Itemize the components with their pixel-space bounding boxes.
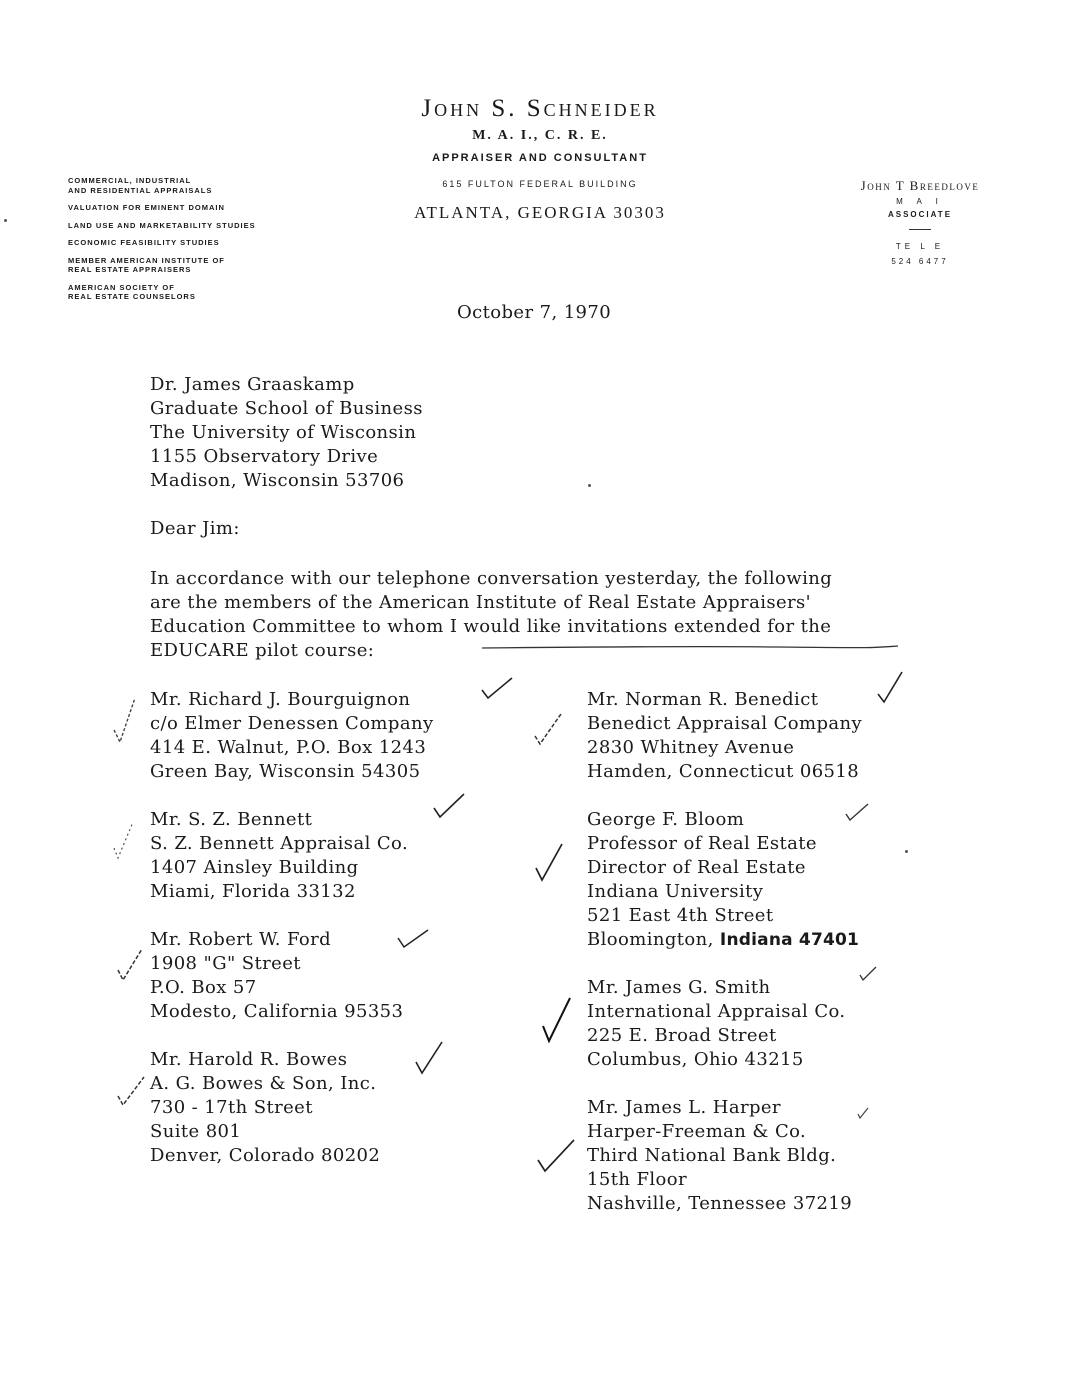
- check-mark-icon: [116, 946, 144, 984]
- associate-role: ASSOCIATE: [887, 210, 953, 219]
- check-mark-icon: [112, 818, 136, 862]
- member-line: Mr. Robert W. Ford: [150, 929, 332, 950]
- handwritten-underline: [480, 645, 900, 650]
- member-line: P.O. Box 57: [150, 977, 257, 998]
- check-mark-icon: [432, 792, 466, 820]
- member-line: Indiana University: [587, 881, 764, 902]
- member-line: 2830 Whitney Avenue: [587, 737, 795, 758]
- associate-telephone-label: TE L E: [895, 242, 945, 251]
- member-line: [587, 928, 1007, 952]
- recipient-address: [150, 373, 423, 493]
- letterhead-title: APPRAISER AND CONSULTANT: [432, 152, 648, 164]
- member-entry: [587, 688, 1007, 784]
- member-line: Modesto, California 95353: [150, 1001, 404, 1022]
- associate-name: John T Breedlove: [860, 178, 980, 193]
- typed-city: Bloomington,: [587, 929, 714, 950]
- member-line: Mr. Norman R. Benedict: [587, 689, 819, 710]
- letterhead-city: ATLANTA, GEORGIA 30303: [414, 203, 666, 222]
- member-line: Denver, Colorado 80202: [150, 1145, 381, 1166]
- member-line: 15th Floor: [587, 1169, 687, 1190]
- associate-phone: 524 6477: [891, 257, 949, 266]
- member-entry: [150, 928, 530, 1024]
- speck-mark: [4, 219, 7, 222]
- letter-date: October 7, 1970: [457, 302, 612, 323]
- member-line: Mr. Richard J. Bourguignon: [150, 689, 411, 710]
- check-mark-icon: [534, 842, 564, 882]
- body-line: are the members of the American Institute of Real Estate Appraisers': [150, 592, 812, 613]
- member-line: A. G. Bowes & Son, Inc.: [150, 1073, 377, 1094]
- recipient-line: Madison, Wisconsin 53706: [150, 470, 405, 491]
- check-mark-icon: [844, 802, 870, 824]
- member-line: 521 East 4th Street: [587, 905, 774, 926]
- salutation: Dear Jim:: [150, 518, 240, 539]
- member-line: 1407 Ainsley Building: [150, 857, 359, 878]
- check-mark-icon: [396, 928, 430, 950]
- check-mark-icon: [116, 1074, 146, 1108]
- member-entry: [150, 688, 530, 784]
- check-mark-icon: [480, 676, 514, 702]
- recipient-line: Dr. James Graaskamp: [150, 374, 355, 395]
- members-left-column: [150, 688, 530, 1192]
- service-item: LAND USE AND MARKETABILITY STUDIES: [68, 220, 256, 230]
- check-mark-icon: [876, 670, 904, 706]
- recipient-line: Graduate School of Business: [150, 398, 423, 419]
- speck-mark: [905, 850, 908, 853]
- check-mark-icon: [414, 1040, 444, 1076]
- services-list: [68, 176, 328, 310]
- service-item: MEMBER AMERICAN INSTITUTE OF REAL ESTATE APPRAISERS: [68, 255, 225, 274]
- check-mark-icon: [112, 694, 138, 746]
- member-line: 730 - 17th Street: [150, 1097, 313, 1118]
- recipient-line: 1155 Observatory Drive: [150, 446, 379, 467]
- member-entry: [587, 808, 1007, 952]
- member-line: Mr. Harold R. Bowes: [150, 1049, 348, 1070]
- member-line: 414 E. Walnut, P.O. Box 1243: [150, 737, 427, 758]
- service-item: VALUATION FOR EMINENT DOMAIN: [68, 203, 225, 212]
- body-line: Education Committee to whom I would like invitations extended for the: [150, 616, 832, 637]
- member-line: International Appraisal Co.: [587, 1001, 846, 1022]
- member-line: Miami, Florida 33132: [150, 881, 356, 902]
- check-mark-icon: [536, 1138, 576, 1174]
- member-line: Columbus, Ohio 43215: [587, 1049, 804, 1070]
- body-line: In accordance with our telephone conversation yesterday, the following: [150, 568, 833, 589]
- member-line: George F. Bloom: [587, 809, 745, 830]
- member-line: S. Z. Bennett Appraisal Co.: [150, 833, 409, 854]
- member-line: 1908 "G" Street: [150, 953, 301, 974]
- member-line: Mr. James L. Harper: [587, 1097, 781, 1118]
- recipient-line: The University of Wisconsin: [150, 422, 417, 443]
- member-entry: [587, 976, 1007, 1072]
- handwritten-state-zip: Indiana 47401: [719, 930, 860, 950]
- member-entry: [150, 808, 530, 904]
- member-line: Green Bay, Wisconsin 54305: [150, 761, 421, 782]
- member-line: Professor of Real Estate: [587, 833, 817, 854]
- member-entry: [587, 1096, 1007, 1216]
- check-mark-icon: [858, 965, 878, 983]
- letterhead-credentials: M. A. I., C. R. E.: [472, 128, 608, 143]
- member-line: Benedict Appraisal Company: [587, 713, 863, 734]
- member-line: Hamden, Connecticut 06518: [587, 761, 860, 782]
- letterhead-name: John S. Schneider: [421, 95, 659, 122]
- member-line: c/o Elmer Denessen Company: [150, 713, 434, 734]
- service-item: COMMERCIAL, INDUSTRIAL AND RESIDENTIAL APPRAISALS: [68, 176, 213, 195]
- speck-mark: [588, 484, 591, 487]
- member-line: Third National Bank Bldg.: [587, 1145, 837, 1166]
- associate-credentials: M A I: [896, 197, 944, 206]
- member-line: Suite 801: [150, 1121, 242, 1142]
- body-line: EDUCARE pilot course:: [150, 640, 375, 661]
- member-line: Director of Real Estate: [587, 857, 806, 878]
- member-line: Mr. S. Z. Bennett: [150, 809, 313, 830]
- check-mark-icon: [540, 996, 572, 1044]
- member-entry: [150, 1048, 530, 1168]
- check-mark-icon: [533, 712, 563, 746]
- service-item: ECONOMIC FEASIBILITY STUDIES: [68, 238, 220, 247]
- member-line: Harper-Freeman & Co.: [587, 1121, 807, 1142]
- service-item: AMERICAN SOCIETY OF REAL ESTATE COUNSELORS: [68, 282, 196, 301]
- check-mark-icon: [856, 1106, 870, 1120]
- member-line: Mr. James G. Smith: [587, 977, 771, 998]
- members-right-column: [587, 688, 1007, 1240]
- associate-block: [815, 178, 1025, 266]
- member-line: 225 E. Broad Street: [587, 1025, 777, 1046]
- letterhead-address: 615 FULTON FEDERAL BUILDING: [442, 179, 638, 189]
- member-line: Nashville, Tennessee 37219: [587, 1193, 853, 1214]
- associate-divider: [909, 229, 931, 230]
